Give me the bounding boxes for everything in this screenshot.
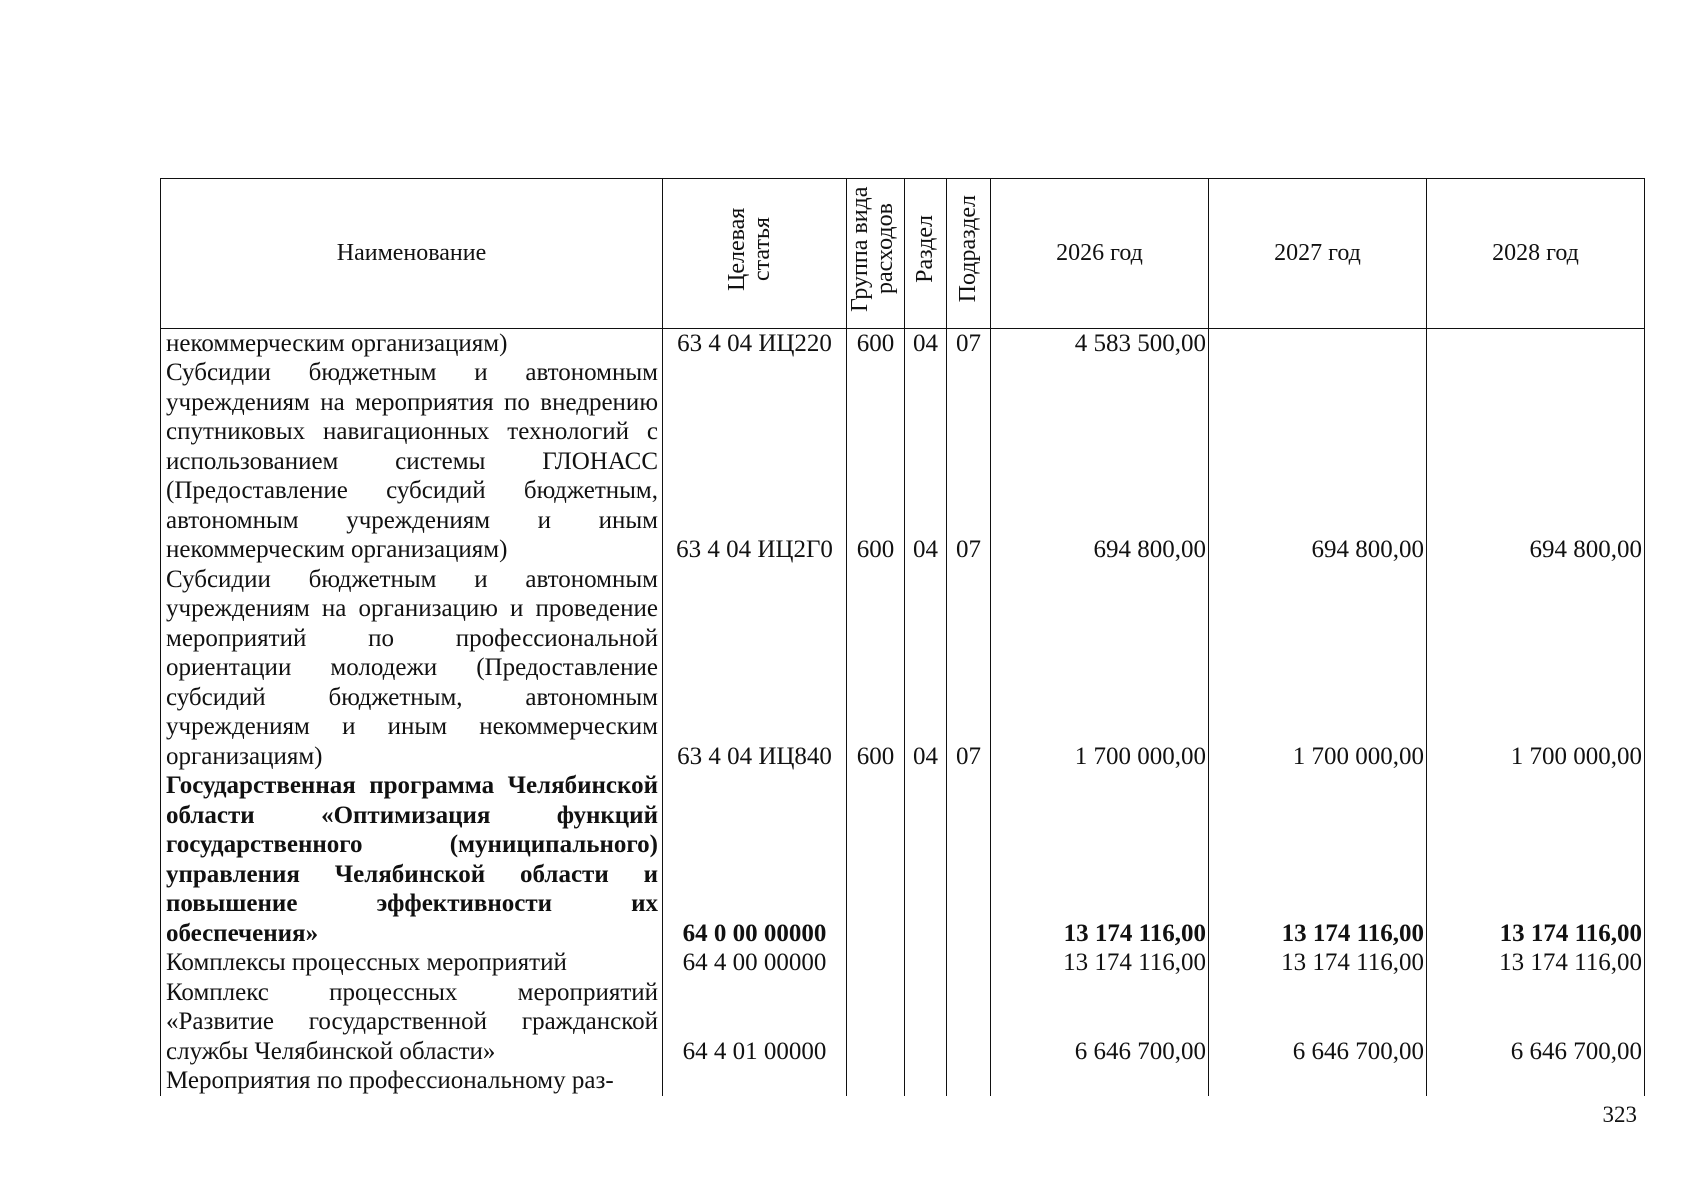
row-group: 600 (847, 328, 905, 358)
header-2026: 2026 год (991, 179, 1209, 329)
row-section (905, 948, 947, 978)
row-group: 600 (847, 358, 905, 565)
header-subsection (947, 179, 991, 329)
row-group (847, 1066, 905, 1096)
table-row (161, 328, 1645, 358)
row-2028: 13 174 116,00 (1427, 771, 1645, 948)
header-target (663, 179, 847, 329)
row-target: 64 4 01 00000 (663, 978, 847, 1067)
row-target: 63 4 04 ИЦ2Г0 (663, 358, 847, 565)
table-row (161, 565, 1645, 772)
row-subsection: 07 (947, 328, 991, 358)
row-name: Комплекс процессных мероприятий «Развитие государственной гражданской службы Челябинской области» (161, 978, 663, 1067)
row-2028 (1427, 1066, 1645, 1096)
page-number: 323 (1602, 1102, 1637, 1127)
row-name: Субсидии бюджетным и автономным учреждениям на организацию и проведение мероприятий по профессиональной ориентации молодежи (Предоставление субсидий бюджетным, автономным учреждениям и иным некоммерческим организациям) (161, 565, 663, 772)
row-2026 (991, 1066, 1209, 1096)
table-header (161, 179, 1645, 329)
row-name: некоммерческим организациям) (161, 328, 663, 358)
row-name: Государственная программа Челябинской области «Оптимизация функций государственного (муниципального) управления Челябинской области и повышение эффективности их обеспечения» (161, 771, 663, 948)
header-section (905, 179, 947, 329)
row-group (847, 978, 905, 1067)
table-row (161, 771, 1645, 948)
header-subsection-label: Подраздел (955, 195, 981, 303)
row-target: 64 4 00 00000 (663, 948, 847, 978)
row-group: 600 (847, 565, 905, 772)
row-name: Субсидии бюджетным и автономным учреждениям на мероприятия по внедрению спутниковых навигационных технологий с использованием системы ГЛОНАСС (Предоставление субсидий бюджетным, автономным учреждениям и иным некоммерческим организациям) (161, 358, 663, 565)
row-2028: 6 646 700,00 (1427, 978, 1645, 1067)
header-section-label: Раздел (912, 215, 938, 283)
row-section: 04 (905, 358, 947, 565)
row-2027: 1 700 000,00 (1209, 565, 1427, 772)
row-2027: 6 646 700,00 (1209, 978, 1427, 1067)
row-section: 04 (905, 565, 947, 772)
row-section (905, 978, 947, 1067)
row-subsection: 07 (947, 565, 991, 772)
header-target-label: Целевая статья (723, 207, 775, 291)
row-2027 (1209, 328, 1427, 358)
header-2027: 2027 год (1209, 179, 1427, 329)
row-2027 (1209, 1066, 1427, 1096)
row-subsection: 07 (947, 358, 991, 565)
header-2028: 2028 год (1427, 179, 1645, 329)
row-subsection (947, 978, 991, 1067)
row-name: Мероприятия по профессиональному раз- (161, 1066, 663, 1096)
row-subsection (947, 1066, 991, 1096)
row-2026: 4 583 500,00 (991, 328, 1209, 358)
row-2026: 1 700 000,00 (991, 565, 1209, 772)
row-section (905, 771, 947, 948)
header-expense-group-label: Группа вида расходов (846, 186, 898, 312)
row-target (663, 1066, 847, 1096)
row-2026: 13 174 116,00 (991, 771, 1209, 948)
row-2026: 13 174 116,00 (991, 948, 1209, 978)
row-target: 64 0 00 00000 (663, 771, 847, 948)
row-target: 63 4 04 ИЦ220 (663, 328, 847, 358)
row-2028: 13 174 116,00 (1427, 948, 1645, 978)
row-2028: 694 800,00 (1427, 358, 1645, 565)
table-row (161, 358, 1645, 565)
table-row (161, 978, 1645, 1067)
row-2027: 13 174 116,00 (1209, 948, 1427, 978)
row-2026: 6 646 700,00 (991, 978, 1209, 1067)
header-expense-group (847, 179, 905, 329)
row-2026: 694 800,00 (991, 358, 1209, 565)
table-row (161, 1066, 1645, 1096)
table-row (161, 948, 1645, 978)
row-group (847, 948, 905, 978)
header-name: Наименование (161, 179, 663, 329)
row-2027: 694 800,00 (1209, 358, 1427, 565)
row-name: Комплексы процессных мероприятий (161, 948, 663, 978)
row-section (905, 1066, 947, 1096)
row-2028 (1427, 328, 1645, 358)
row-subsection (947, 948, 991, 978)
row-target: 63 4 04 ИЦ840 (663, 565, 847, 772)
budget-table (160, 178, 1645, 1096)
row-subsection (947, 771, 991, 948)
row-2028: 1 700 000,00 (1427, 565, 1645, 772)
table-body (161, 328, 1645, 1096)
row-2027: 13 174 116,00 (1209, 771, 1427, 948)
row-group (847, 771, 905, 948)
row-section: 04 (905, 328, 947, 358)
